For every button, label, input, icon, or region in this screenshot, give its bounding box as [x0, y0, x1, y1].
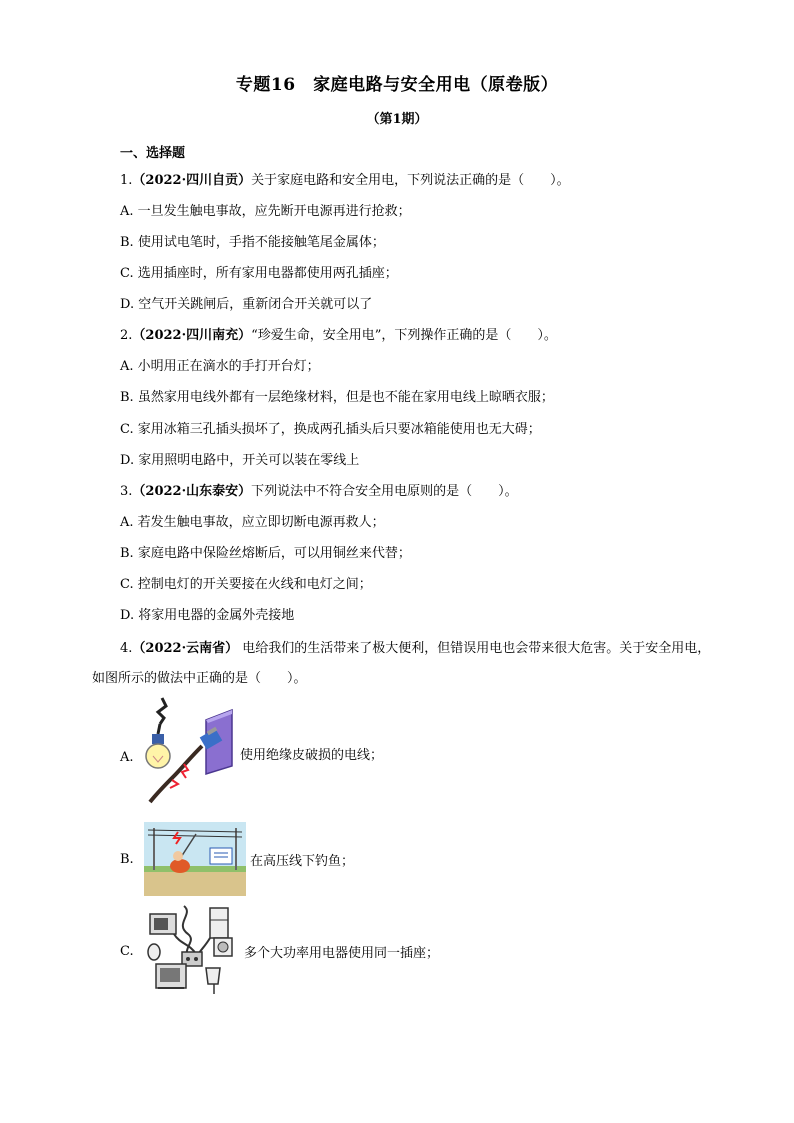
q1-option-b: B. 使用试电笔时，手指不能接触笔尾金属体； — [120, 235, 385, 250]
question-number: 2. — [120, 328, 133, 343]
option-letter: A. — [120, 749, 134, 765]
q3-option-a: A. 若发生触电事故，应立即切断电源再救人； — [120, 515, 385, 530]
q4-option-c — [120, 904, 439, 998]
section-heading: 一、选择题 — [120, 146, 186, 161]
q4-option-a — [120, 696, 383, 818]
q2-option-c: C. 家用冰箱三孔插头损坏了，换成两孔插头后只要冰箱能使用也无大碍； — [120, 422, 541, 437]
question-source: （2022·山东泰安） — [132, 484, 252, 499]
question-1-stem — [120, 172, 570, 190]
question-number: 1. — [120, 173, 133, 188]
question-text: 下列说法中不符合安全用电原则的是（ ）。 — [251, 484, 518, 499]
question-number: 4. — [120, 641, 133, 656]
page-subtitle: （第1期） — [366, 112, 428, 127]
overloaded-socket-illustration — [144, 904, 240, 998]
question-source: （2022·四川自贡） — [132, 173, 252, 188]
question-source: （2022·四川南充） — [132, 328, 252, 343]
question-2-stem — [120, 327, 557, 345]
q2-option-d: D. 家用照明电路中，开关可以装在零线上 — [120, 453, 360, 468]
q4-option-b — [120, 822, 354, 896]
question-text: 电给我们的生活带来了极大便利，但错误用电也会带来很大危害。关于安全用电，如图所示的做法中正确的是（ ）。 — [92, 641, 711, 686]
q1-option-c: C. 选用插座时，所有家用电器都使用两孔插座； — [120, 266, 398, 281]
q2-option-a: A. 小明用正在滴水的手打开台灯； — [120, 359, 320, 374]
q3-option-c: C. 控制电灯的开关要接在火线和电灯之间； — [120, 577, 372, 592]
q1-option-d: D. 空气开关跳闸后，重新闭合开关就可以了 — [120, 297, 373, 312]
broken-wire-illustration — [144, 696, 236, 818]
option-text: 多个大功率用电器使用同一插座； — [244, 945, 440, 961]
option-letter: B. — [120, 851, 134, 867]
question-4-stem — [92, 634, 712, 694]
fishing-under-power-line-illustration — [144, 822, 246, 896]
q1-option-a: A. 一旦发生触电事故，应先断开电源再进行抢救； — [120, 204, 411, 219]
option-text: 使用绝缘皮破损的电线； — [240, 747, 384, 763]
q3-option-d: D. 将家用电器的金属外壳接地 — [120, 608, 295, 623]
option-letter: C. — [120, 943, 134, 959]
q2-option-b: B. 虽然家用电线外都有一层绝缘材料，但是也不能在家用电线上晾晒衣服； — [120, 390, 554, 405]
question-text: 关于家庭电路和安全用电，下列说法正确的是（ ）。 — [251, 173, 570, 188]
question-number: 3. — [120, 484, 133, 499]
question-text: “珍爱生命，安全用电”，下列操作正确的是（ ）。 — [251, 328, 557, 343]
option-text: 在高压线下钓鱼； — [250, 853, 355, 869]
q3-option-b: B. 家庭电路中保险丝熔断后，可以用铜丝来代替； — [120, 546, 411, 561]
question-3-stem — [120, 483, 518, 501]
page-title: 专题16 家庭电路与安全用电（原卷版） — [235, 75, 559, 95]
question-source: （2022·云南省） — [132, 641, 239, 656]
